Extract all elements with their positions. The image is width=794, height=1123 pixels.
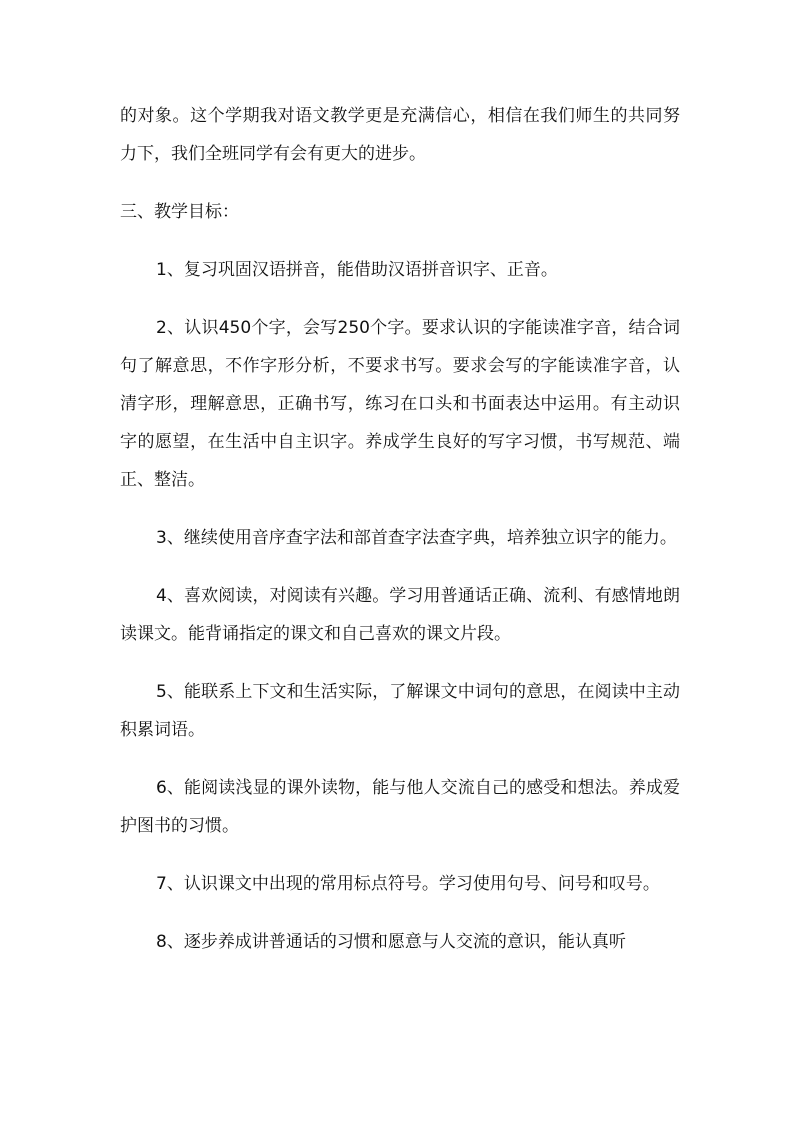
goal-item-5: 5、能联系上下文和生活实际，了解课文中词句的意思，在阅读中主动积累词语。 bbox=[120, 682, 680, 740]
goal-item-8: 8、逐步养成讲普通话的习惯和愿意与人交流的意识，能认真听 bbox=[156, 932, 626, 952]
document-body bbox=[120, 97, 680, 981]
goal-item-7: 7、认识课文中出现的常用标点符号。学习使用句号、问号和叹号。 bbox=[156, 874, 660, 894]
goal-item-2: 2、认识450个字，会写250个字。要求认识的字能读准字音，结合词句了解意思，不作字形分析，不要求书写。要求会写的字能读准字音，认清字形，理解意思，正确书写，练习在口头和书面表达中运用。有主动识字的愿望，在生活中自主识字。养成学生良好的写字习惯，书写规范、端正、整洁。 bbox=[120, 318, 680, 490]
goal-item-6: 6、能阅读浅显的课外读物，能与他人交流自己的感受和想法。养成爱护图书的习惯。 bbox=[120, 778, 680, 836]
section-heading-teaching-goals: 三、教学目标： bbox=[120, 202, 239, 222]
goal-item-4: 4、喜欢阅读，对阅读有兴趣。学习用普通话正确、流利、有感情地朗读课文。能背诵指定的课文和自己喜欢的课文片段。 bbox=[120, 586, 680, 644]
goal-item-1: 1、复习巩固汉语拼音，能借助汉语拼音识字、正音。 bbox=[156, 260, 558, 280]
goal-item-3: 3、继续使用音序查字法和部首查字法查字典，培养独立识字的能力。 bbox=[156, 528, 677, 548]
paragraph-intro-continuation: 的对象。这个学期我对语文教学更是充满信心，相信在我们师生的共同努力下，我们全班同学有会有更大的进步。 bbox=[120, 106, 680, 164]
